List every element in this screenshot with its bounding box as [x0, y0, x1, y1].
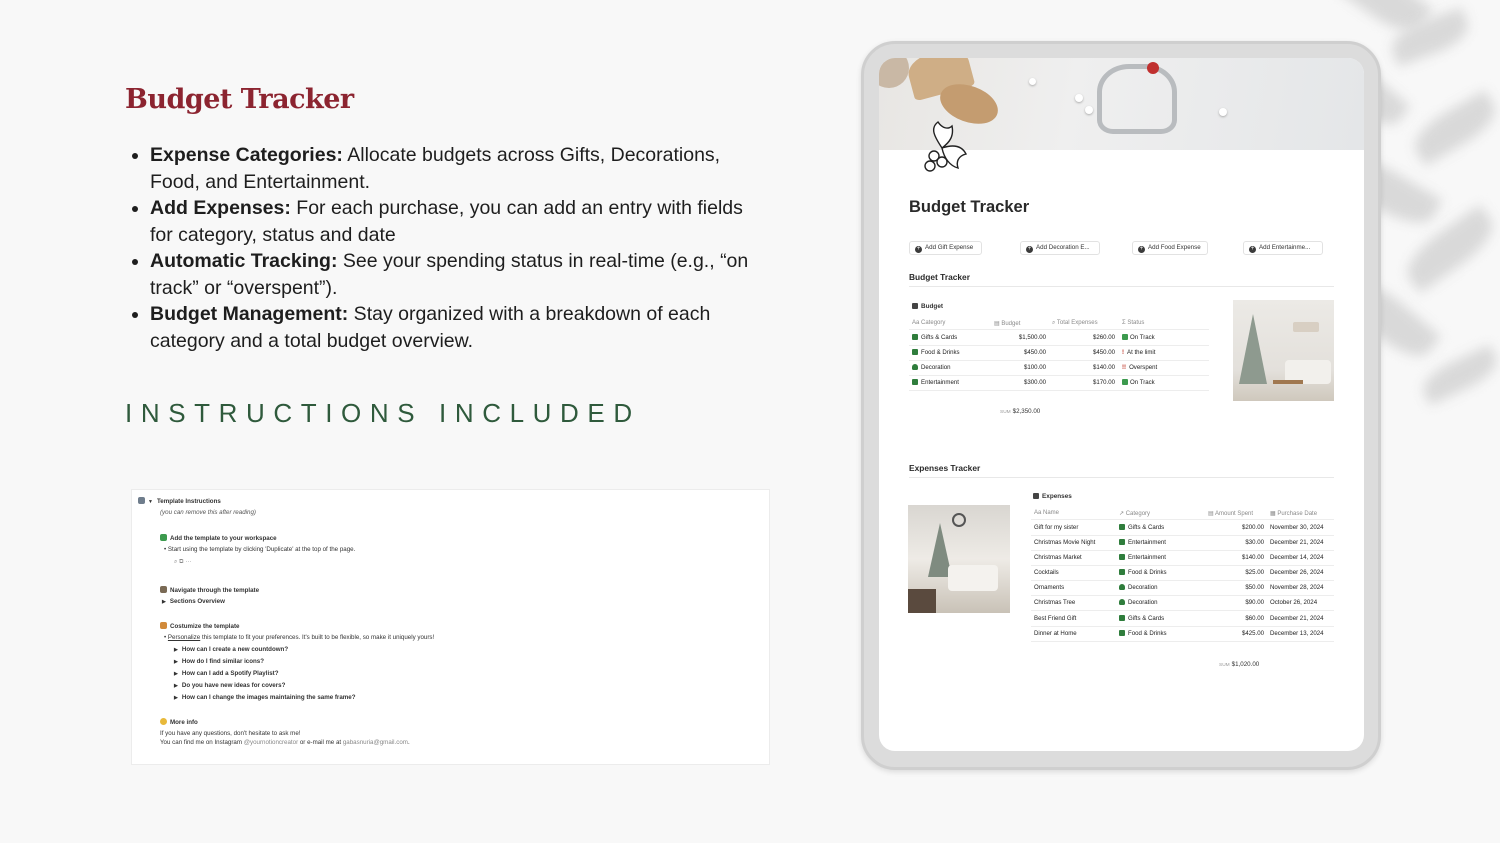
- add-gift-expense-button[interactable]: [909, 241, 982, 255]
- row-divider: [1031, 565, 1334, 566]
- column-header-category[interactable]: Aa Category: [912, 320, 946, 326]
- category-label: Food & Drinks: [1128, 630, 1167, 637]
- row-date: November 30, 2024: [1270, 524, 1324, 531]
- email-link[interactable]: gabasnuria@gmail.com: [342, 739, 408, 746]
- pearl: [1075, 94, 1083, 102]
- column-header-purchase-date[interactable]: ▦ Purchase Date: [1270, 511, 1318, 517]
- row-budget: $300.00: [1023, 379, 1046, 386]
- section-divider: [909, 286, 1334, 287]
- sections-overview-toggle[interactable]: [162, 598, 225, 605]
- row-category: [912, 364, 950, 371]
- row-divider: [1031, 535, 1334, 536]
- wall-decor: [1293, 322, 1319, 332]
- category-label: Food & Drinks: [1128, 569, 1167, 576]
- row-category: [1119, 615, 1164, 622]
- step2-title-text: Navigate through the template: [170, 587, 260, 594]
- check-icon: [1122, 379, 1128, 385]
- row-status: [1122, 349, 1155, 356]
- column-header-budget[interactable]: ▤ Budget: [994, 321, 1021, 327]
- feature-term: Budget Management:: [150, 303, 349, 325]
- add-entertainment-expense-button[interactable]: [1243, 241, 1323, 255]
- row-category: [1119, 630, 1167, 637]
- expenses-section-heading: Expenses Tracker: [909, 463, 981, 473]
- faq-label: How do I find similar icons?: [181, 658, 265, 665]
- expenses-db-label: [1033, 493, 1072, 500]
- feature-term: Add Expenses:: [150, 197, 291, 219]
- category-label: Decoration: [1128, 599, 1158, 606]
- smile-icon: [160, 718, 167, 725]
- toggle-title: Template Instructions: [156, 498, 221, 505]
- category-label: Food & Drinks: [921, 349, 960, 356]
- row-date: October 26, 2024: [1270, 599, 1318, 606]
- row-divider: [909, 360, 1209, 361]
- palette-icon: [160, 622, 167, 629]
- instagram-link[interactable]: @yournotioncreator: [243, 739, 299, 746]
- instructions-heading: INSTRUCTIONS INCLUDED: [125, 398, 641, 428]
- row-amount: $90.00: [1245, 599, 1264, 606]
- row-divider: [909, 345, 1209, 346]
- feature-text: See your spending status in real-time (e.g., “on track” or “overspent”).: [150, 250, 749, 299]
- ticket-icon: [1119, 539, 1125, 545]
- row-divider: [1031, 550, 1334, 551]
- section-divider: [909, 477, 1334, 478]
- feature-text: Allocate budgets across Gifts, Decorations, Food, and Entertainment.: [150, 144, 721, 193]
- sofa-shape: [948, 565, 998, 591]
- slide-title: Budget Tracker: [125, 84, 354, 115]
- row-divider: [1031, 626, 1334, 627]
- button-label: Add Decoration E...: [1036, 244, 1090, 251]
- faq-label: How can I create a new countdown?: [181, 646, 289, 653]
- row-divider: [909, 329, 1209, 330]
- status-label: Overspent: [1129, 364, 1158, 371]
- toggle-triangle-icon: ▼: [148, 499, 153, 505]
- step3-text-value: this template to fit your preferences. It's built to be flexible, so make it uniquely yours!: [200, 634, 435, 641]
- button-label: Add Entertainme...: [1259, 244, 1311, 251]
- category-label: Entertainment: [1128, 554, 1166, 561]
- row-divider: [1031, 595, 1334, 596]
- row-name: Best Friend Gift: [1034, 615, 1077, 622]
- pearl: [1085, 106, 1093, 114]
- row-category: [1119, 539, 1166, 546]
- christmas-tree-shape: [1239, 314, 1267, 384]
- row-date: December 21, 2024: [1270, 615, 1324, 622]
- category-label: Gifts & Cards: [921, 334, 958, 341]
- plus-icon: +: [916, 246, 921, 252]
- row-amount: $140.00: [1241, 554, 1264, 561]
- chandelier-shape: [952, 513, 966, 527]
- sections-overview-label: Sections Overview: [169, 598, 225, 605]
- row-budget: $100.00: [1023, 364, 1046, 371]
- tablet-screen: [879, 58, 1364, 751]
- row-category: [912, 379, 959, 386]
- status-label: On Track: [1130, 334, 1155, 341]
- budget-section-heading: Budget Tracker: [909, 272, 970, 282]
- category-label: Decoration: [1128, 584, 1158, 591]
- row-divider: [1031, 641, 1334, 642]
- faq-label: Do you have new ideas for covers?: [181, 682, 286, 689]
- row-divider: [1031, 519, 1334, 520]
- row-date: November 28, 2024: [1270, 584, 1324, 591]
- expenses-photo: [908, 505, 1010, 613]
- row-date: December 13, 2024: [1270, 630, 1324, 637]
- step3-title-text: Costumize the template: [170, 623, 240, 630]
- toggle-triangle-icon: ▶: [162, 599, 166, 605]
- tree-icon: [1119, 599, 1125, 605]
- instructions-card: [131, 489, 770, 765]
- row-divider: [1031, 610, 1334, 611]
- row-date: December 26, 2024: [1270, 569, 1324, 576]
- column-header-category[interactable]: ↗ Category: [1119, 511, 1151, 517]
- step4-title: [160, 718, 198, 726]
- database-icon: [1033, 493, 1039, 499]
- row-category: [1119, 599, 1157, 606]
- red-berry: [1147, 62, 1159, 74]
- row-status: [1122, 364, 1157, 371]
- row-name: Dinner at Home: [1034, 630, 1077, 637]
- row-name: Gift for my sister: [1034, 524, 1079, 531]
- row-status: [1122, 334, 1155, 341]
- feature-list: [124, 142, 764, 354]
- button-label: Add Food Expense: [1148, 244, 1201, 251]
- step3-text: • Personalize this template to fit your preferences. It's built to be flexible, so make it uniquely yours!: [164, 634, 435, 641]
- food-icon: [1119, 569, 1125, 575]
- feature-term: Automatic Tracking:: [150, 250, 338, 272]
- map-icon: [160, 586, 167, 593]
- step4-line1: If you have any questions, don't hesitate to ask me!: [160, 730, 301, 737]
- row-name: Christmas Tree: [1034, 599, 1076, 606]
- column-header-label: Total Expenses: [1056, 320, 1098, 326]
- category-label: Decoration: [921, 364, 951, 371]
- personalize-link[interactable]: Personalize: [167, 634, 201, 641]
- column-header-label: Budget: [1001, 321, 1021, 327]
- row-date: December 14, 2024: [1270, 554, 1324, 561]
- step1-text: • Start using the template by clicking 'Duplicate' at the top of the page.: [164, 546, 356, 553]
- faq-toggle[interactable]: ▶ How can I add a Spotify Playlist?: [174, 670, 279, 677]
- sum-label: SUM: [1219, 663, 1230, 668]
- category-label: Entertainment: [921, 379, 959, 386]
- step1-title-text: Add the template to your workspace: [170, 535, 277, 542]
- check-icon: [1122, 334, 1128, 340]
- category-label: Gifts & Cards: [1128, 524, 1165, 531]
- column-header-label: Category: [1125, 511, 1151, 517]
- feature-term: Expense Categories:: [150, 144, 343, 166]
- step1-text-value: Start using the template by clicking 'Duplicate' at the top of the page.: [167, 546, 356, 553]
- row-amount: $200.00: [1241, 524, 1264, 531]
- add-decoration-expense-button[interactable]: [1020, 241, 1100, 255]
- instructions-toggle[interactable]: [138, 497, 221, 505]
- ticket-icon: [912, 379, 918, 385]
- column-header-amount-spent[interactable]: ▤ Amount Spent: [1208, 511, 1254, 517]
- feature-text: For each purchase, you can add an entry with fields for category, status and date: [150, 197, 743, 246]
- sum-label: SUM: [1000, 410, 1011, 415]
- row-amount: $25.00: [1245, 569, 1264, 576]
- expenses-db-label-text: Expenses: [1042, 493, 1072, 500]
- row-name: Cocktails: [1034, 569, 1059, 576]
- expenses-sum: [1219, 661, 1259, 668]
- column-header-name[interactable]: Aa Name: [1034, 510, 1060, 516]
- plus-icon: +: [1027, 246, 1032, 252]
- faq-label: How can I change the images maintaining the same frame?: [181, 694, 356, 701]
- faq-toggle[interactable]: ▶ How can I create a new countdown?: [174, 646, 289, 653]
- step1-title: [160, 534, 277, 542]
- step3-title: [160, 622, 239, 630]
- food-icon: [912, 349, 918, 355]
- column-header-label: Status: [1127, 320, 1145, 326]
- feature-item: [124, 301, 764, 354]
- row-divider: [909, 375, 1209, 376]
- row-divider: [909, 390, 1209, 391]
- row-name: Christmas Market: [1034, 554, 1082, 561]
- budget-sum: [1000, 408, 1040, 415]
- row-status: [1122, 379, 1155, 386]
- row-category: [1119, 524, 1164, 531]
- row-category: [1119, 554, 1166, 561]
- row-budget: $1,500.00: [1018, 334, 1046, 341]
- pearl: [1219, 108, 1227, 116]
- feature-item: [124, 142, 764, 195]
- status-label: On Track: [1130, 379, 1155, 386]
- step4-line2-a: You can find me on Instagram: [160, 739, 244, 746]
- row-amount: $30.00: [1245, 539, 1264, 546]
- chair-shape: [908, 589, 936, 613]
- faq-toggle[interactable]: ▶ How can I change the images maintaining the same frame?: [174, 694, 356, 701]
- row-name: Christmas Movie Night: [1034, 539, 1096, 546]
- feature-text: Stay organized with a breakdown of each category and a total budget overview.: [150, 303, 711, 352]
- faq-label: How can I add a Spotify Playlist?: [181, 670, 279, 677]
- tree-icon: [1119, 584, 1125, 590]
- gift-icon: [912, 334, 918, 340]
- column-header-label: Category: [921, 320, 946, 326]
- gift-icon: [1119, 615, 1125, 621]
- row-divider: [1031, 580, 1334, 581]
- button-label: Add Gift Expense: [925, 244, 974, 251]
- faq-toggle[interactable]: ▶ Do you have new ideas for covers?: [174, 682, 286, 689]
- plus-icon: +: [1139, 246, 1144, 252]
- column-header-label: Name: [1043, 510, 1060, 516]
- duplicate-icons[interactable]: ⌕ ⧉ ···: [174, 558, 192, 565]
- row-category: [912, 334, 957, 341]
- sum-value: $2,350.00: [1012, 408, 1041, 415]
- sum-value: $1,020.00: [1231, 661, 1260, 668]
- add-food-expense-button[interactable]: [1132, 241, 1208, 255]
- row-amount: $425.00: [1241, 630, 1264, 637]
- row-name: Ornaments: [1034, 584, 1065, 591]
- row-total: $260.00: [1092, 334, 1115, 341]
- step4-line2-c: .: [407, 739, 410, 746]
- budget-db-label-text: Budget: [921, 303, 944, 310]
- row-total: $170.00: [1092, 379, 1115, 386]
- row-category: [1119, 584, 1157, 591]
- faq-toggle[interactable]: ▶ How do I find similar icons?: [174, 658, 265, 665]
- step4-line2-b: or e-mail me at: [298, 739, 343, 746]
- step4-line2: [160, 739, 410, 746]
- status-label: At the limit: [1127, 349, 1156, 356]
- step2-title: [160, 586, 259, 594]
- budget-photo: [1233, 300, 1334, 401]
- holly-icon: [912, 118, 972, 178]
- step4-title-text: More info: [170, 719, 198, 726]
- row-amount: $50.00: [1245, 584, 1264, 591]
- row-category: [1119, 569, 1167, 576]
- column-header-total-expenses[interactable]: ⌕ Total Expenses: [1052, 320, 1098, 326]
- check-icon: [160, 534, 167, 541]
- feature-item: [124, 195, 764, 248]
- page-icon: [138, 497, 145, 504]
- double-exclamation-icon: !!: [1122, 364, 1127, 371]
- database-icon: [912, 303, 918, 309]
- row-total: $450.00: [1092, 349, 1115, 356]
- feature-item: [124, 248, 764, 301]
- toggle-note: (you can remove this after reading): [160, 509, 256, 516]
- column-header-label: Amount Spent: [1215, 511, 1254, 517]
- angel-cookie-cutter: [1097, 64, 1177, 134]
- table-shape: [1273, 380, 1303, 384]
- page-title: Budget Tracker: [909, 198, 1030, 216]
- plus-icon: +: [1250, 246, 1255, 252]
- food-icon: [1119, 630, 1125, 636]
- row-category: [912, 349, 960, 356]
- tree-icon: [912, 364, 918, 370]
- budget-db-label: [912, 303, 943, 310]
- exclamation-icon: !: [1122, 349, 1125, 356]
- row-amount: $60.00: [1245, 615, 1264, 622]
- row-budget: $450.00: [1023, 349, 1046, 356]
- pearl: [1029, 78, 1036, 85]
- column-header-label: Purchase Date: [1277, 511, 1318, 517]
- row-total: $140.00: [1092, 364, 1115, 371]
- row-date: December 21, 2024: [1270, 539, 1324, 546]
- category-label: Entertainment: [1128, 539, 1166, 546]
- column-header-status[interactable]: Σ Status: [1122, 320, 1145, 326]
- ticket-icon: [1119, 554, 1125, 560]
- category-label: Gifts & Cards: [1128, 615, 1165, 622]
- gift-icon: [1119, 524, 1125, 530]
